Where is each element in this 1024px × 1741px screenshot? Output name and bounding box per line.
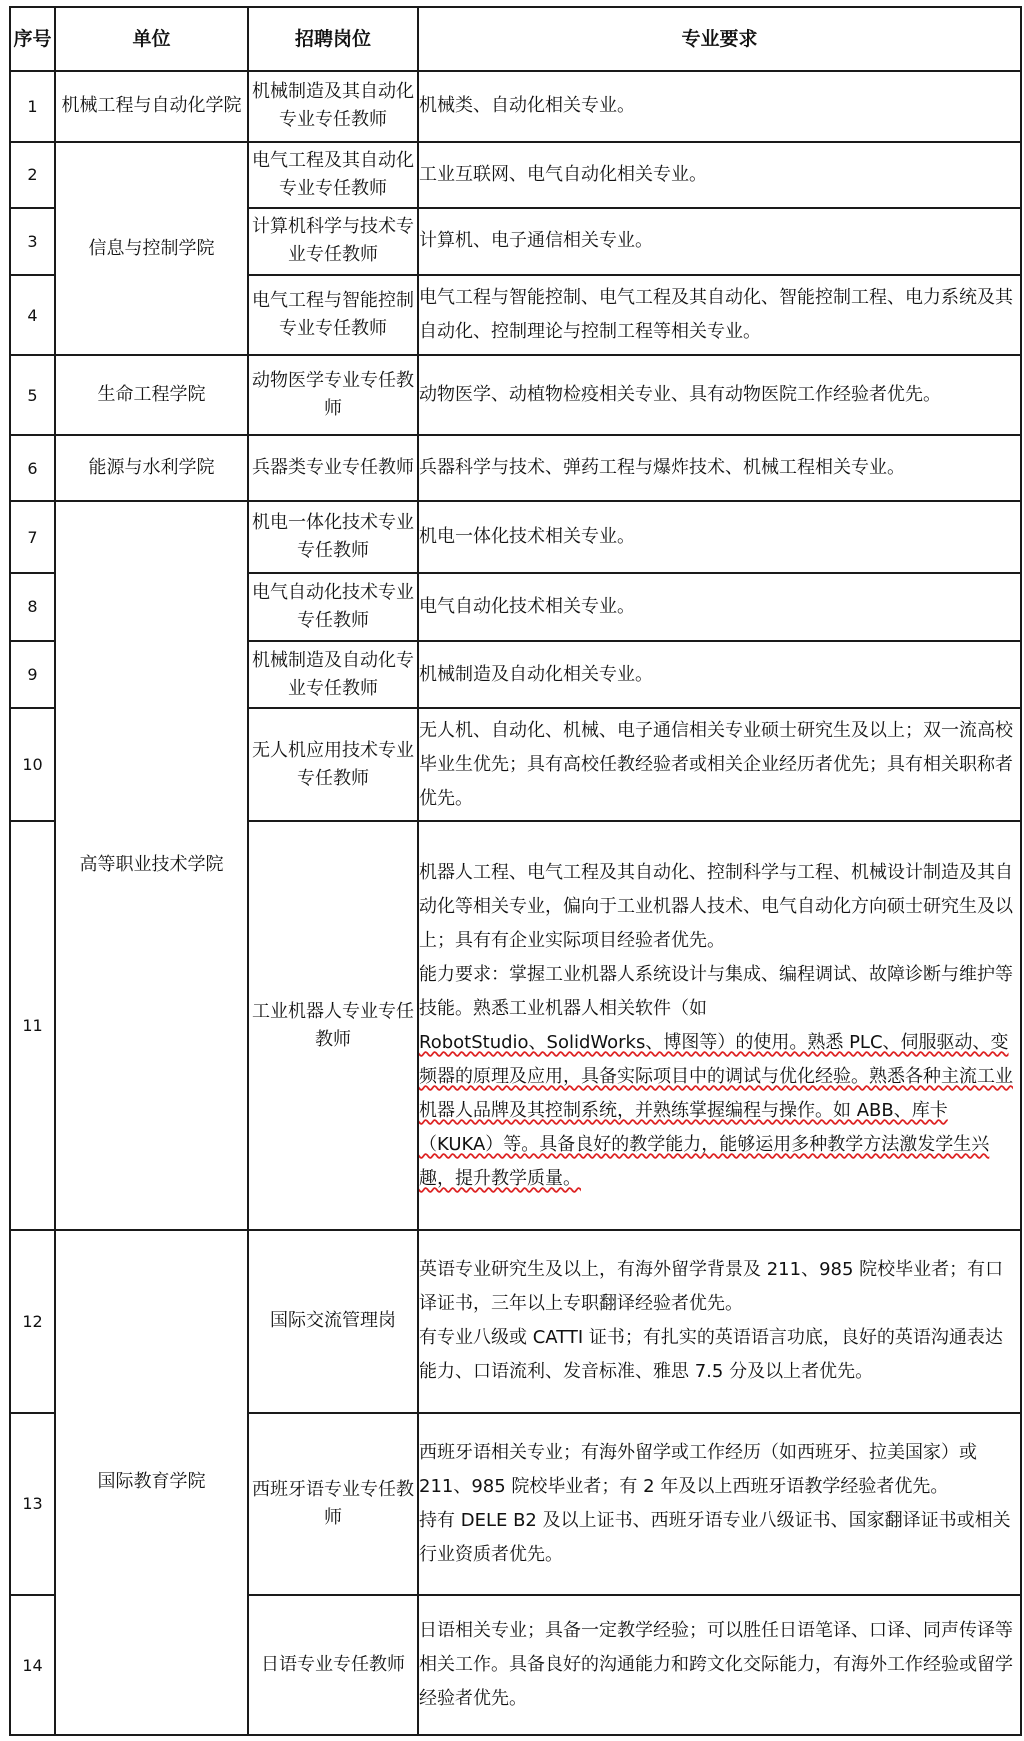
requirement-text: 有专业八级或 CATTI 证书；有扎实的英语语言功底，良好的英语沟通表达能力、口语流利、发音标准、雅思 7.5 分及以上者优先。	[419, 1327, 1003, 1383]
unit-cell: 能源与水利学院	[55, 435, 248, 501]
requirement-text: 机械制造及自动化相关专业。	[419, 663, 653, 685]
unit-cell: 国际教育学院	[55, 1230, 248, 1735]
requirement-cell	[418, 1413, 1021, 1596]
position-cell: 国际交流管理岗	[248, 1230, 418, 1413]
requirement-text: 英语专业研究生及以上，有海外留学背景及 211、985 院校毕业者；有口译证书，三年以上专职翻译经验者优先。	[419, 1259, 1004, 1315]
position-cell: 电气工程及其自动化专业专任教师	[248, 142, 418, 208]
table-row	[10, 435, 1021, 501]
row-number: 12	[10, 1230, 55, 1413]
header-row	[10, 7, 1021, 71]
header-requirement: 专业要求	[418, 7, 1021, 71]
unit-cell: 信息与控制学院	[55, 142, 248, 356]
requirement-text: 电气工程与智能控制、电气工程及其自动化、智能控制工程、电力系统及其自动化、控制理论与控制工程等相关专业。	[419, 287, 1013, 343]
requirement-cell	[418, 208, 1021, 276]
position-cell: 工业机器人专业专任教师	[248, 821, 418, 1230]
header-num: 序号	[10, 7, 55, 71]
position-cell: 西班牙语专业专任教师	[248, 1413, 418, 1596]
header-position: 招聘岗位	[248, 7, 418, 71]
unit-cell: 生命工程学院	[55, 355, 248, 435]
requirement-cell	[418, 501, 1021, 573]
row-number: 6	[10, 435, 55, 501]
row-number: 5	[10, 355, 55, 435]
requirement-text: 西班牙语相关专业；有海外留学或工作经历（如西班牙、拉美国家）或 211、985 院校毕业者；有 2 年及以上西班牙语教学经验者优先。	[419, 1441, 977, 1497]
unit-cell: 机械工程与自动化学院	[55, 71, 248, 142]
position-cell: 机械制造及自动化专业专任教师	[248, 641, 418, 709]
requirement-text: 日语相关专业；具备一定教学经验；可以胜任日语笔译、口译、同声传译等相关工作。具备良好的沟通能力和跨文化交际能力，有海外工作经验或留学经验者优先。	[419, 1620, 1013, 1710]
requirement-text: 动物医学、动植物检疫相关专业、具有动物医院工作经验者优先。	[419, 384, 941, 406]
position-cell: 无人机应用技术专业专任教师	[248, 708, 418, 821]
position-cell: 计算机科学与技术专业专任教师	[248, 208, 418, 276]
requirement-cell	[418, 71, 1021, 142]
requirement-cell	[418, 1595, 1021, 1735]
position-cell: 日语专业专任教师	[248, 1595, 418, 1735]
requirement-cell	[418, 641, 1021, 709]
position-cell: 机电一体化技术专业专任教师	[248, 501, 418, 573]
requirement-text: 兵器科学与技术、弹药工程与爆炸技术、机械工程相关专业。	[419, 457, 905, 479]
requirement-text: 机器人工程、电气工程及其自动化、控制科学与工程、机械设计制造及其自动化等相关专业，偏向于工业机器人技术、电气自动化方向硕士研究生及以上；具有有企业实际项目经验者优先。	[419, 861, 1013, 951]
position-cell: 电气自动化技术专业专任教师	[248, 573, 418, 641]
requirement-cell	[418, 142, 1021, 208]
requirement-cell	[418, 708, 1021, 821]
requirement-cell	[418, 573, 1021, 641]
table-row	[10, 142, 1021, 208]
row-number: 2	[10, 142, 55, 208]
recruitment-table	[9, 6, 1022, 1736]
requirement-cell	[418, 821, 1021, 1230]
row-number: 4	[10, 275, 55, 355]
requirement-cell	[418, 435, 1021, 501]
row-number: 9	[10, 641, 55, 709]
unit-cell: 高等职业技术学院	[55, 501, 248, 1230]
row-number: 11	[10, 821, 55, 1230]
header-unit: 单位	[55, 7, 248, 71]
row-number: 7	[10, 501, 55, 573]
row-number: 8	[10, 573, 55, 641]
requirement-text: 电气自动化技术相关专业。	[419, 595, 635, 617]
position-cell: 机械制造及其自动化专业专任教师	[248, 71, 418, 142]
position-cell: 电气工程与智能控制专业专任教师	[248, 275, 418, 355]
requirement-cell	[418, 275, 1021, 355]
requirement-text: 能力要求：掌握工业机器人系统设计与集成、编程调试、故障诊断与维护等技能。熟悉工业机器人相关软件（如	[419, 963, 1013, 1019]
requirement-text: 机电一体化技术相关专业。	[419, 526, 635, 547]
row-number: 3	[10, 208, 55, 276]
requirement-text: 计算机、电子通信相关专业。	[419, 230, 653, 252]
requirement-text: 机械类、自动化相关专业。	[419, 95, 635, 117]
position-cell: 兵器类专业专任教师	[248, 435, 418, 501]
requirement-text: 工业互联网、电气自动化相关专业。	[419, 163, 707, 185]
requirement-cell	[418, 355, 1021, 435]
table-row	[10, 1230, 1021, 1413]
table-row	[10, 355, 1021, 435]
requirement-text: RobotStudio、SolidWorks、博图等）的使用。熟悉 PLC、伺服驱动、变频器的原理及应用，具备实际项目中的调试与优化经验。熟悉各种主流工业机器人品牌及其控制系统，并熟练掌握编程与操作。如 ABB、库卡（KUKA）等。具备良好的教学能力，能够运用多种教学方法激发学生兴趣，提升教学质量。	[419, 1031, 1013, 1189]
row-number: 14	[10, 1595, 55, 1735]
row-number: 10	[10, 708, 55, 821]
row-number: 1	[10, 71, 55, 142]
position-cell: 动物医学专业专任教师	[248, 355, 418, 435]
table-row	[10, 71, 1021, 142]
requirement-cell	[418, 1230, 1021, 1413]
requirement-text: 无人机、自动化、机械、电子通信相关专业硕士研究生及以上；双一流高校毕业生优先；具有高校任教经验者或相关企业经历者优先；具有相关职称者优先。	[419, 719, 1013, 809]
row-number: 13	[10, 1413, 55, 1596]
requirement-text: 持有 DELE B2 及以上证书、西班牙语专业八级证书、国家翻译证书或相关行业资质者优先。	[419, 1509, 1011, 1565]
table-row	[10, 501, 1021, 573]
